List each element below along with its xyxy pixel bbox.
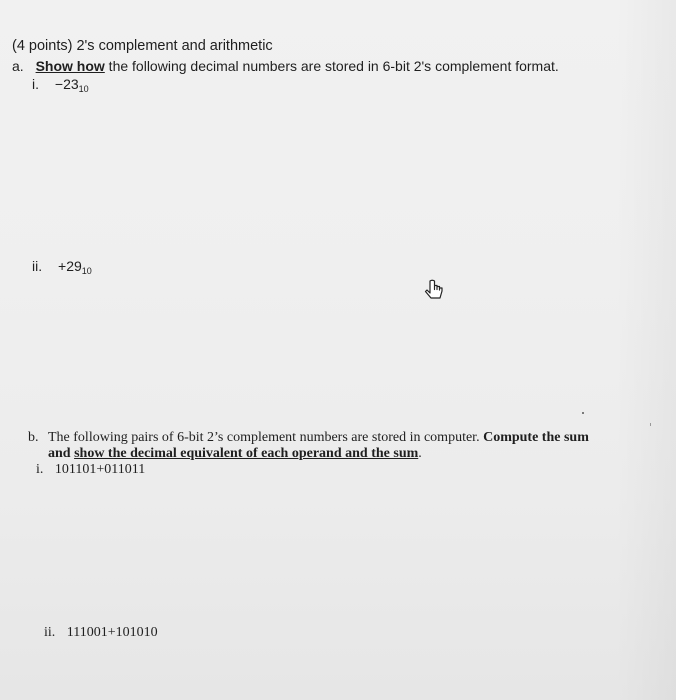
part-b-instruction-line-1 bbox=[28, 430, 589, 446]
item-base: 10 bbox=[78, 84, 89, 94]
page-shading bbox=[616, 0, 676, 700]
item-value: 101101+011011 bbox=[54, 462, 146, 477]
stray-mark bbox=[582, 412, 584, 414]
part-a-label: a. bbox=[12, 58, 24, 74]
part-a-instruction-text: the following decimal numbers are stored in 6-bit 2's complement format. bbox=[104, 58, 559, 74]
item-value: 111001+101010 bbox=[66, 625, 158, 640]
part-b-period: . bbox=[418, 446, 422, 461]
item-label: ii. bbox=[32, 258, 43, 274]
question-title: (4 points) 2's complement and arithmetic bbox=[12, 38, 273, 54]
item-base: 10 bbox=[81, 266, 92, 276]
hand-pointer-icon bbox=[424, 279, 446, 303]
part-b-emphasis-underlined: show the decimal equivalent of each operand and the sum bbox=[74, 446, 419, 461]
item-label: i. bbox=[32, 76, 39, 92]
part-b-item-2 bbox=[44, 625, 158, 641]
part-b-label: b. bbox=[28, 430, 39, 445]
part-b-instruction-line-2 bbox=[48, 446, 422, 462]
part-b-emphasis: Compute the sum bbox=[483, 430, 589, 445]
part-b-item-1 bbox=[36, 462, 145, 478]
part-b-emphasis-and: and bbox=[48, 446, 75, 461]
stray-mark bbox=[650, 423, 651, 426]
part-a-instruction bbox=[12, 58, 559, 74]
item-label: ii. bbox=[44, 625, 56, 640]
part-a-item-2 bbox=[32, 258, 92, 276]
part-b-intro: The following pairs of 6-bit 2’s complement numbers are stored in computer. bbox=[48, 430, 484, 445]
part-a-item-1 bbox=[32, 76, 89, 94]
part-a-instruction-emphasis: Show how bbox=[35, 58, 105, 74]
item-value: +29 bbox=[58, 258, 82, 274]
item-label: i. bbox=[36, 462, 44, 477]
item-value: −23 bbox=[54, 76, 79, 92]
